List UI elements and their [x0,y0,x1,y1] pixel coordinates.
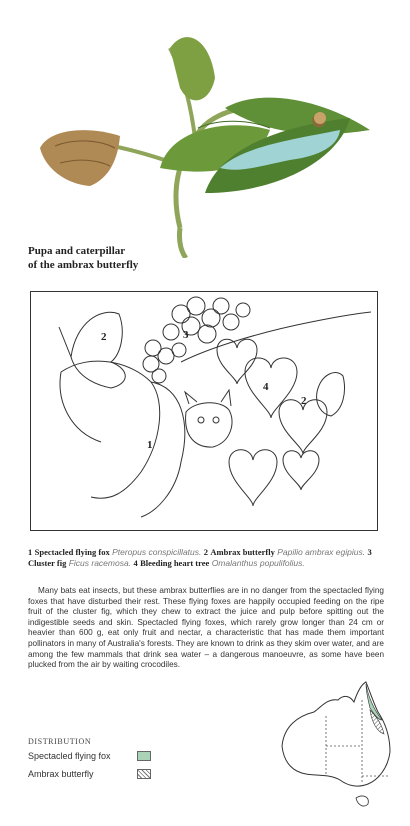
key-number-2-left: 2 [101,331,107,343]
key-1-latin: Pteropus conspicillatus. [112,547,202,557]
legend-flying-fox-swatch [137,751,151,761]
key-3-latin: Ficus racemosa. [68,558,132,568]
key-3-name: Cluster fig [28,558,67,568]
key-3-num: 3 [367,547,372,557]
legend-ambrax-swatch [137,769,151,779]
legend-ambrax [28,769,94,779]
legend-ambrax-label: Ambrax butterfly [28,769,94,779]
illustration-caption-line1: Pupa and caterpillar [28,245,126,257]
australia-map [278,676,394,818]
key-4-name: Bleeding heart tree [140,558,210,568]
illustration-caption [28,244,228,272]
legend-flying-fox-label: Spectacled flying fox [28,751,111,761]
distribution-title: DISTRIBUTION [28,737,92,746]
butterfly-illustration [20,18,410,258]
key-2-num: 2 [203,547,208,557]
key-number-1: 1 [147,439,153,451]
key-caption [28,547,384,569]
illustration-caption-line2: of the ambrax butterfly [28,259,139,271]
key-number-3: 3 [183,329,189,341]
key-number-4: 4 [263,381,269,393]
key-1-num: 1 [28,547,33,557]
key-2-latin: Papilio ambrax egipius. [277,547,366,557]
legend-flying-fox [28,751,111,761]
key-1-name: Spectacled flying fox [34,547,110,557]
key-2-name: Ambrax butterfly [210,547,275,557]
key-number-2-right: 2 [301,395,307,407]
key-diagram [30,291,378,531]
key-4-latin: Omalanthus populifolius. [211,558,305,568]
key-4-num: 4 [133,558,138,568]
body-paragraph: Many bats eat insects, but these ambrax butterflies are in no danger from the spectacled flying foxes that have disturbed their rest. These flying foxes are happily occupied feeding on the ripe fruit of the cluster fig, which they chew to extract the juice and pulp before spitting out the indigestible seeds and skin. Spectacled flying foxes, which rarely grow longer than 24 cm or heavier than 600 g, eat only fruit and nectar, a characteristic that has made them important pollinators in many of Australia's forests. They are known to drink as they skim over water, and are among the few mammals that drink sea water – a dangerous manoeuvre, as some have been plucked from the air by waiting crocodiles. [28,586,384,670]
